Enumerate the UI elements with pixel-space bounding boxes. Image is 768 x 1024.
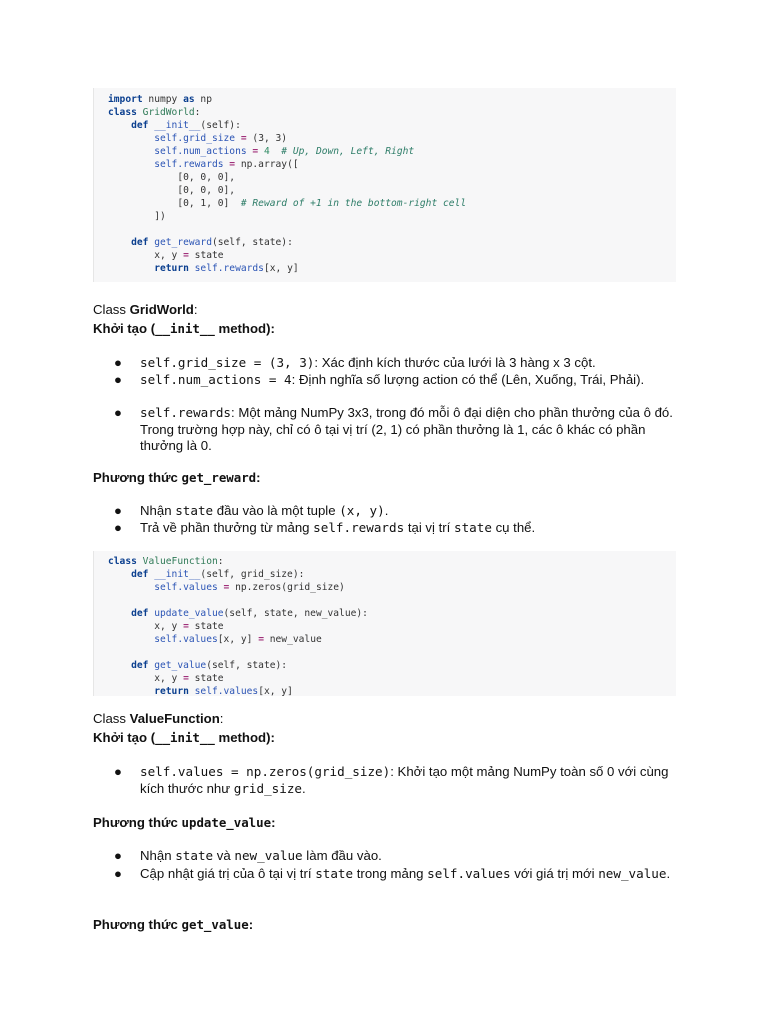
- code-comment: # Reward of +1 in the bottom-right cell: [229, 198, 467, 209]
- code-class-name: ValueFunction: [136, 556, 218, 567]
- code-text: numpy: [142, 94, 184, 105]
- code-line: [108, 581, 676, 594]
- code-indent: [108, 660, 131, 671]
- code-line: [108, 93, 676, 106]
- list-item-text: trong mảng: [353, 866, 428, 881]
- code-function-name: update_value: [148, 608, 224, 619]
- code-indent: [108, 673, 154, 684]
- code-operator: =: [183, 621, 189, 632]
- code-text: [x, y]: [258, 686, 293, 697]
- inline-code: new_value: [234, 848, 303, 863]
- inline-code: self.rewards: [313, 520, 405, 535]
- code-attribute: self.grid_size: [154, 133, 236, 144]
- code-indent: [108, 133, 154, 144]
- code-text: [0, 0, 0],: [177, 172, 236, 183]
- method-heading-get-value: [93, 916, 253, 933]
- code-operator: =: [217, 582, 236, 593]
- code-line-empty: [108, 646, 676, 659]
- bullet-icon: ●: [114, 848, 122, 863]
- code-indent: [108, 263, 154, 274]
- class-heading-gridworld: [93, 301, 198, 318]
- list-item: [114, 848, 674, 865]
- code-keyword: import: [108, 94, 143, 105]
- code-function-name: get_reward: [148, 237, 212, 248]
- inline-code: state: [454, 520, 492, 535]
- code-line: [108, 568, 676, 581]
- code-text: x, y: [154, 621, 184, 632]
- list-item-text: Cập nhật giá trị của ô tại vị trí: [140, 866, 316, 881]
- code-text: state: [188, 621, 224, 632]
- code-operator: =: [258, 634, 264, 645]
- code-text: state: [188, 673, 224, 684]
- code-attribute: self.values: [154, 582, 218, 593]
- code-text: (self, state):: [211, 237, 293, 248]
- code-text: ]): [154, 211, 166, 222]
- code-attribute: self.values: [154, 634, 218, 645]
- bullet-icon: ●: [114, 520, 122, 535]
- method-heading-get-reward: [93, 469, 261, 486]
- code-line: [108, 197, 676, 210]
- code-attribute: self.num_actions: [154, 146, 247, 157]
- code-attribute: self.rewards: [154, 159, 224, 170]
- code-attribute: self.rewards: [188, 263, 264, 274]
- bullet-icon: ●: [114, 503, 122, 518]
- code-indent: [108, 608, 131, 619]
- code-keyword: as: [183, 94, 195, 105]
- heading-suffix: :: [193, 302, 198, 317]
- code-line: [108, 607, 676, 620]
- inline-code: state: [175, 503, 214, 518]
- inline-code: (x, y): [339, 503, 385, 518]
- code-line-empty: [108, 594, 676, 607]
- code-indent: [108, 198, 177, 209]
- code-text: (self):: [200, 120, 241, 131]
- code-indent: [108, 120, 131, 131]
- code-keyword: def: [131, 569, 149, 580]
- inline-code: self.values = np.zeros(grid_size): [140, 764, 391, 779]
- code-operator: =: [183, 673, 189, 684]
- heading-prefix: Khởi tạo (: [93, 730, 156, 745]
- code-line: [108, 145, 676, 158]
- code-indent: [108, 159, 154, 170]
- heading-prefix: Phương thức: [93, 470, 182, 485]
- code-text: [x, y]: [263, 263, 299, 274]
- inline-code: update_value: [181, 815, 272, 830]
- code-line: [108, 236, 676, 249]
- list-item-text: : Xác định kích thước của lưới là 3 hàng x 3 cột.: [314, 355, 596, 370]
- code-comment: # Up, Down, Left, Right: [269, 146, 415, 157]
- heading-prefix: Phương thức: [93, 917, 182, 932]
- heading-suffix: :: [256, 470, 261, 485]
- inline-code: self.rewards: [140, 405, 231, 420]
- code-function-name: get_value: [148, 660, 207, 671]
- list-item: [114, 372, 674, 389]
- inline-code: state: [315, 866, 354, 881]
- code-line: [108, 119, 676, 132]
- bullet-icon: ●: [114, 372, 122, 387]
- code-line: [108, 184, 676, 197]
- code-text: np: [194, 94, 212, 105]
- inline-code: get_reward: [181, 470, 257, 485]
- code-line: [108, 210, 676, 223]
- code-text: [0, 1, 0]: [177, 198, 230, 209]
- code-block-gridworld: [93, 88, 676, 282]
- list-item-text: : Khởi tạo một mảng NumPy toàn số 0 với cùng kích thước như: [140, 764, 669, 796]
- list-item-text: .: [302, 780, 306, 796]
- list-item-text: với giá trị mới: [510, 866, 599, 881]
- code-line: [108, 171, 676, 184]
- list-item-text: : Định nghĩa số lượng action có thể (Lên, Xuống, Trái, Phải).: [291, 372, 645, 387]
- inline-code: new_value: [598, 866, 667, 881]
- code-function-name: __init__: [148, 569, 201, 580]
- heading-prefix: Class: [93, 711, 130, 726]
- code-text: (3, 3): [252, 133, 288, 144]
- code-text: :: [194, 107, 201, 118]
- code-indent: [108, 582, 154, 593]
- code-line: [108, 106, 676, 119]
- code-keyword: return: [154, 686, 189, 697]
- list-item-text: .: [384, 503, 389, 518]
- list-item: [114, 764, 674, 797]
- code-line: [108, 555, 676, 568]
- code-text: [x, y]: [217, 634, 259, 645]
- code-line: [108, 672, 676, 685]
- code-keyword: def: [131, 120, 149, 131]
- code-number: 4: [263, 146, 270, 157]
- code-indent: [108, 621, 154, 632]
- code-indent: [108, 686, 154, 697]
- init-heading: [93, 320, 275, 337]
- inline-code: __init__: [155, 321, 215, 336]
- code-indent: [108, 569, 131, 580]
- code-operator: =: [246, 146, 264, 157]
- code-text: (self, state, new_value):: [223, 608, 368, 619]
- list-item: [114, 866, 674, 883]
- code-keyword: def: [131, 608, 149, 619]
- list-item-text: Nhận: [140, 503, 176, 518]
- inline-code: get_value: [181, 917, 249, 932]
- inline-code: self.grid_size = (3, 3): [140, 355, 315, 370]
- code-operator: =: [183, 250, 189, 261]
- list-item: [114, 405, 674, 455]
- method-heading-update-value: [93, 814, 275, 831]
- list-item-text: : Một mảng NumPy 3x3, trong đó mỗi ô đại diện cho phần thưởng của ô đó. Trong trường hợp này, chỉ có ô tại vị trí (2, 1) có phần thưởng là 1, các ô khác có phần thưởng là 0.: [140, 405, 673, 453]
- heading-prefix: Khởi tạo (: [93, 321, 156, 336]
- code-keyword: def: [131, 660, 149, 671]
- code-line: [108, 249, 676, 262]
- code-indent: [108, 211, 154, 222]
- code-text: new_value: [263, 634, 322, 645]
- inline-code: grid_size: [233, 780, 302, 796]
- inline-code: __init__: [155, 730, 215, 745]
- code-line: [108, 685, 676, 698]
- code-text: (self, state):: [206, 660, 288, 671]
- list-item-text: Nhận: [140, 848, 176, 863]
- bullet-icon: ●: [114, 355, 122, 370]
- code-text: (self, grid_size):: [200, 569, 305, 580]
- class-name: GridWorld: [129, 302, 194, 317]
- list-item-text: làm đầu vào.: [302, 848, 382, 863]
- list-item-text: tại vị trí: [404, 520, 454, 535]
- list-item: [114, 520, 674, 537]
- code-indent: [108, 172, 177, 183]
- code-text: np.array([: [240, 159, 299, 170]
- code-line-empty: [108, 223, 676, 236]
- list-item-text: .: [666, 866, 671, 881]
- class-name: ValueFunction: [129, 711, 220, 726]
- list-item-text: Trả về phần thưởng từ mảng: [140, 520, 314, 535]
- code-class-name: GridWorld: [136, 107, 195, 118]
- code-indent: [108, 634, 154, 645]
- code-indent: [108, 185, 177, 196]
- code-keyword: class: [108, 107, 137, 118]
- heading-prefix: Class: [93, 302, 130, 317]
- bullet-icon: ●: [114, 405, 122, 420]
- code-text: x, y: [154, 673, 184, 684]
- list-item-text: đầu vào là một tuple: [213, 503, 340, 518]
- code-keyword: class: [108, 556, 137, 567]
- list-item: [114, 355, 674, 372]
- inline-code: self.num_actions = 4: [140, 372, 292, 387]
- code-indent: [108, 146, 154, 157]
- bullet-icon: ●: [114, 764, 122, 779]
- code-text: state: [188, 250, 224, 261]
- code-text: [0, 0, 0],: [177, 185, 236, 196]
- code-line: [108, 633, 676, 646]
- code-operator: =: [223, 159, 241, 170]
- code-operator: =: [235, 133, 253, 144]
- code-line: [108, 659, 676, 672]
- heading-suffix: :: [248, 917, 254, 932]
- bullet-icon: ●: [114, 866, 122, 881]
- code-text: :: [217, 556, 224, 567]
- code-function-name: __init__: [148, 120, 201, 131]
- heading-suffix: :: [219, 711, 224, 726]
- code-line: [108, 158, 676, 171]
- class-heading-valuefunction: [93, 710, 223, 727]
- inline-code: self.values: [427, 866, 511, 881]
- code-text: x, y: [154, 250, 184, 261]
- code-block-valuefunction: [93, 551, 676, 696]
- code-line: [108, 620, 676, 633]
- inline-code: state: [175, 848, 214, 863]
- code-line: [108, 132, 676, 145]
- heading-suffix: method):: [214, 730, 275, 745]
- code-indent: [108, 250, 154, 261]
- code-line: [108, 262, 676, 275]
- list-item: [114, 503, 674, 520]
- heading-prefix: Phương thức: [93, 815, 182, 830]
- list-item-text: cụ thể.: [491, 520, 536, 535]
- code-attribute: self.values: [188, 686, 259, 697]
- code-indent: [108, 237, 131, 248]
- init-heading: [93, 729, 275, 746]
- code-keyword: def: [131, 237, 149, 248]
- list-item-text: và: [213, 848, 235, 863]
- heading-suffix: :: [271, 815, 276, 830]
- code-text: np.zeros(grid_size): [235, 582, 345, 593]
- code-keyword: return: [154, 263, 189, 274]
- heading-suffix: method):: [214, 321, 275, 336]
